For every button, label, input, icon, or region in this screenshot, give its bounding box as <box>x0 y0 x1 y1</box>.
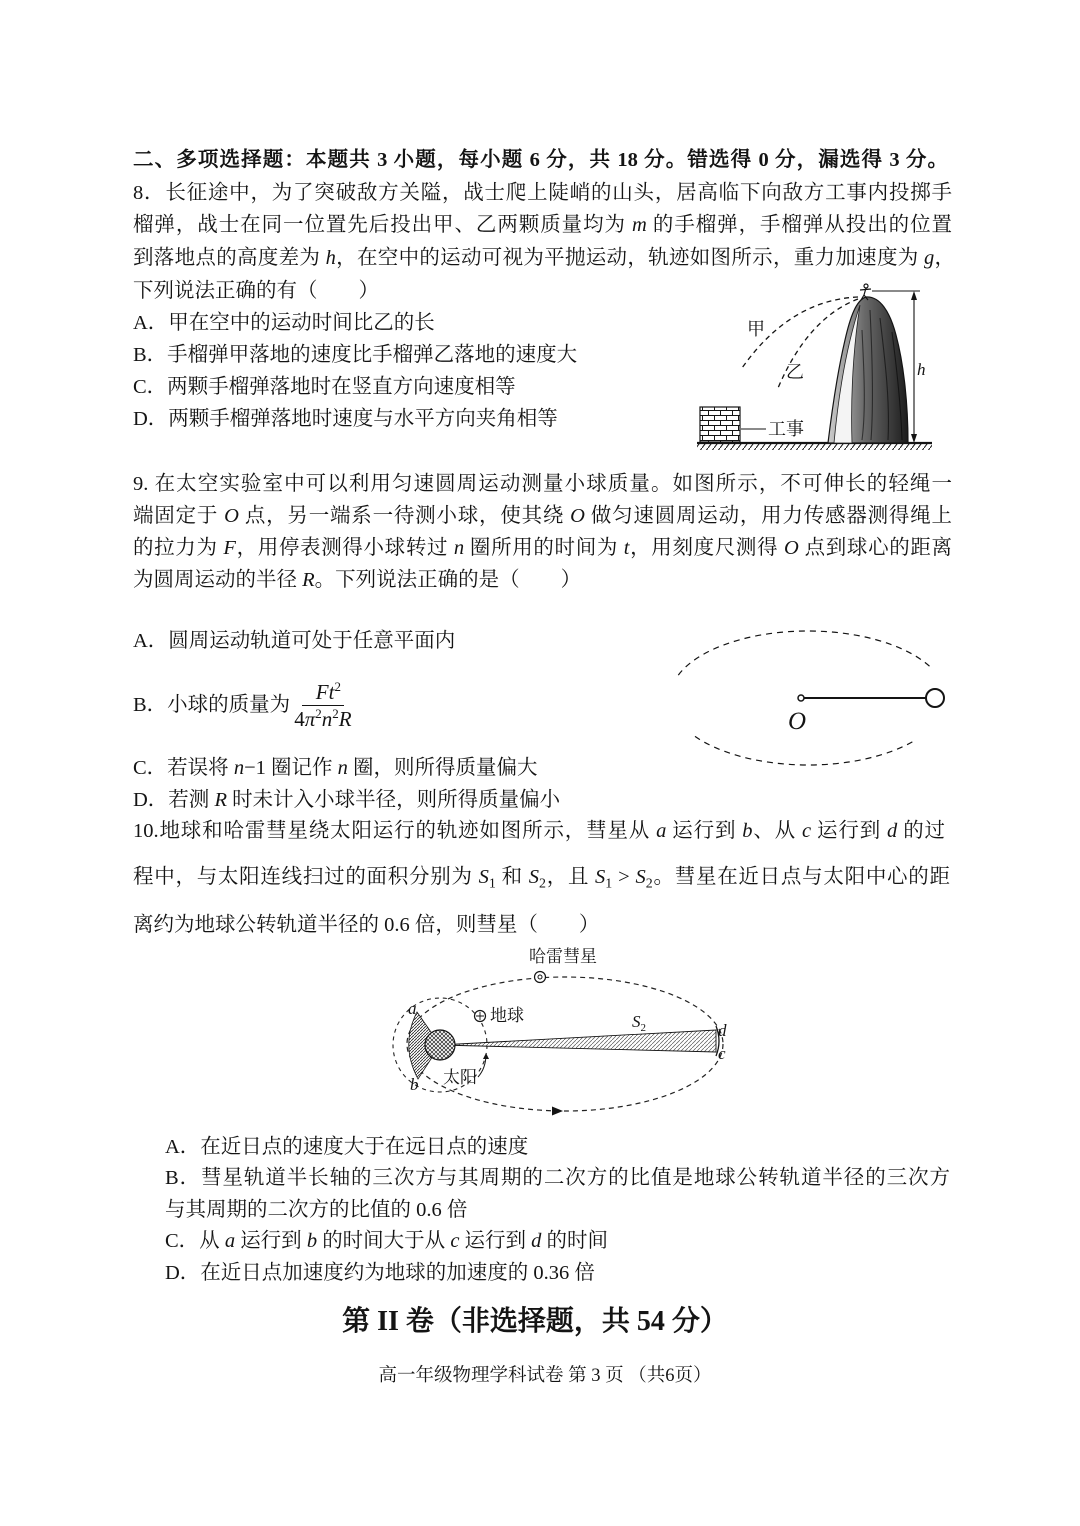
part-2-heading: 第 II 卷（非选择题，共 54 分） <box>342 1306 728 1337</box>
superscript: 2 <box>332 705 339 721</box>
q10-option-c <box>165 1226 608 1256</box>
q9-stem-line <box>133 501 952 531</box>
math-symbol: n <box>453 537 465 559</box>
label-sun: 太阳 <box>443 1068 477 1087</box>
text-run: 运行到 <box>459 1230 532 1252</box>
math-symbol: n <box>321 706 333 731</box>
q9-option-b-label: B．小球的质量为 <box>133 694 291 716</box>
math-symbol: Ft <box>315 679 335 704</box>
text-run: ，在空中的运动可视为平抛运动，轨迹如图所示，重力加速度为 <box>335 247 924 269</box>
label-a: a <box>408 999 417 1018</box>
text-run: 离约为地球公转轨道半径的 0.6 倍，则彗星（ ） <box>133 914 600 936</box>
q10-option-d: D．在近日点加速度约为地球的加速度的 0.36 倍 <box>165 1262 595 1284</box>
text-run: 运行到 <box>235 1230 307 1252</box>
q10-figure <box>385 940 745 1125</box>
q10-stem-line <box>133 910 599 940</box>
math-symbol: d <box>531 1230 542 1252</box>
text-run: 9. 在太空实验室中可以利用匀速圆周运动测量小球质量。如图所示，不可伸长的轻绳一 <box>133 473 952 495</box>
area-s2-sector <box>440 1030 716 1052</box>
text-run: 运行到 <box>811 820 887 842</box>
math-symbol: t <box>623 537 630 559</box>
text-run: −1 圈记作 <box>244 757 338 779</box>
superscript: 2 <box>334 678 341 694</box>
q9-option-c <box>133 753 538 783</box>
dimension-arrow-top <box>911 291 917 300</box>
label-halley-comet: 哈雷彗星 <box>529 947 597 966</box>
label-d: d <box>718 1021 727 1040</box>
pivot-point-o <box>798 695 804 701</box>
q8-option-a: A．甲在空中的运动时间比乙的长 <box>133 312 435 334</box>
math-symbol: R <box>302 569 315 591</box>
q9-option-a: A．圆周运动轨道可处于任意平面内 <box>133 630 456 652</box>
q10-option-a: A．在近日点的速度大于在远日点的速度 <box>165 1136 529 1158</box>
q8-figure <box>690 278 955 453</box>
text-run: ，且 <box>545 866 596 888</box>
text-run: 。下列说法正确的是（ ） <box>314 569 582 591</box>
fraction-denominator <box>292 706 353 732</box>
math-symbol: n <box>337 757 348 779</box>
halley-comet-marker <box>535 972 546 983</box>
q9-option-b <box>133 679 354 731</box>
math-symbol: h <box>325 247 336 269</box>
subscript: 2 <box>539 876 546 892</box>
subscript: 2 <box>645 876 653 892</box>
q10-option-b: B．彗星轨道半长轴的三次方与其周期的二次方的比值是地球公转轨道半径的三次方 <box>165 1167 950 1189</box>
math-symbol: S <box>528 866 540 888</box>
text-run: 的过 <box>897 820 946 842</box>
text-run: 端固定于 <box>133 505 225 527</box>
circular-orbit-top-arc <box>678 631 930 675</box>
ball <box>926 689 944 707</box>
math-symbol: S <box>635 866 646 888</box>
text-run: 圈，则所得质量偏大 <box>347 757 538 779</box>
page-footer: 高一年级物理学科试卷 第 3 页 （共6页） <box>378 1366 712 1386</box>
text-run: 到落地点的高度差为 <box>133 247 326 269</box>
label-jia: 甲 <box>747 319 765 339</box>
text-run: 8．长征途中，为了突破敌方关隘，战士爬上陡峭的山头，居高临下向敌方工事内投掷手 <box>133 182 952 204</box>
sun-label-leader <box>478 1054 486 1077</box>
math-symbol: b <box>306 1230 318 1252</box>
q8-stem-line <box>133 276 379 306</box>
q8-option-b: B．手榴弹甲落地的速度比手榴弹乙落地的速度大 <box>133 344 578 366</box>
text-run: 的时间 <box>541 1230 609 1252</box>
label-yi: 乙 <box>786 362 804 382</box>
section-header: 二、多项选择题：本题共 3 小题，每小题 6 分，共 18 分。错选得 0 分，漏选得 3 分。 <box>133 149 948 171</box>
sun <box>425 1030 455 1060</box>
q10-stem-line <box>133 862 950 892</box>
fortification-brick-wall <box>700 407 740 442</box>
q10-stem-line <box>133 816 945 846</box>
q9-stem-line <box>133 565 581 595</box>
subscript: 1 <box>605 876 613 892</box>
ground-hatching <box>697 444 932 450</box>
math-symbol: O <box>784 537 799 559</box>
label-o: O <box>788 708 807 735</box>
text-run: C．若误将 <box>133 757 234 779</box>
text-run: 和 <box>495 866 529 888</box>
subscript: 1 <box>488 876 496 892</box>
text-run: ， <box>934 247 956 269</box>
height-label: h <box>917 360 926 379</box>
text-run: 4 <box>294 706 305 731</box>
circular-orbit-bottom-arc <box>695 736 914 765</box>
label-earth: 地球 <box>490 1006 524 1025</box>
math-symbol: π <box>304 706 316 731</box>
text-run: 时未计入小球半径，则所得质量偏小 <box>226 789 561 811</box>
math-symbol: m <box>632 214 647 236</box>
text-run: 榴弹，战士在同一位置先后投出甲、乙两颗质量均为 <box>133 214 633 236</box>
text-run: 下列说法正确的有（ ） <box>133 280 379 302</box>
text-run: 为圆周运动的半径 <box>133 569 303 591</box>
text-run: 圈所用的时间为 <box>464 537 624 559</box>
math-symbol: O <box>224 505 239 527</box>
q8-option-c: C．两颗手榴弹落地时在竖直方向速度相等 <box>133 376 516 398</box>
text-run: 。彗星在近日点与太阳中心的距 <box>652 866 951 888</box>
math-symbol: c <box>450 1230 460 1252</box>
text-run: 点到球心的距离 <box>798 537 953 559</box>
label-s2-subscript: 2 <box>640 1022 646 1034</box>
math-symbol: O <box>570 505 585 527</box>
q9-option-d <box>133 785 560 815</box>
math-symbol: n <box>233 757 245 779</box>
text-run: 的拉力为 <box>133 537 224 559</box>
dimension-arrow-bottom <box>911 434 917 443</box>
text-run: 的手榴弹，手榴弹从投出的位置 <box>646 214 953 236</box>
text-run: 运行到 <box>666 820 743 842</box>
orbit-direction-arrow <box>552 1107 563 1116</box>
q10-option-b-continued: 与其周期的二次方的比值的 0.6 倍 <box>165 1199 468 1221</box>
text-run: 、从 <box>752 820 802 842</box>
math-symbol: c <box>801 820 812 842</box>
q9-figure <box>665 625 955 773</box>
superscript: 2 <box>315 705 322 721</box>
text-run: 程中，与太阳连线扫过的面积分别为 <box>133 866 479 888</box>
math-symbol: b <box>742 820 753 842</box>
q8-option-d: D．两颗手榴弹落地时速度与水平方向夹角相等 <box>133 408 558 430</box>
label-b: b <box>410 1075 419 1094</box>
q8-stem-line <box>133 178 952 208</box>
q9-stem-line <box>133 533 952 563</box>
math-symbol: a <box>224 1230 236 1252</box>
q8-stem-line <box>133 210 952 240</box>
math-symbol: S <box>595 866 606 888</box>
math-symbol: d <box>887 820 898 842</box>
q9-stem-line <box>133 469 952 499</box>
label-s2-letter: S <box>632 1012 641 1031</box>
label-c: c <box>718 1044 726 1063</box>
text-run: 10.地球和哈雷彗星绕太阳运行的轨迹如图所示，彗星从 <box>133 820 657 842</box>
text-run: > <box>612 866 636 888</box>
q8-stem-line <box>133 243 955 273</box>
math-symbol: S <box>478 866 489 888</box>
fraction-numerator <box>302 679 344 706</box>
math-symbol: a <box>656 820 667 842</box>
text-run: 的时间大于从 <box>317 1230 451 1252</box>
text-run: ，用刻度尺测得 <box>629 537 785 559</box>
fortification-label: 工事 <box>768 419 804 439</box>
math-symbol: R <box>214 789 227 811</box>
text-run: 做匀速圆周运动，用力传感器测得绳上 <box>584 505 953 527</box>
earth-marker <box>475 1011 486 1022</box>
text-run: D．若测 <box>133 789 215 811</box>
label-s2 <box>632 1012 646 1034</box>
text-run: C．从 <box>165 1230 225 1252</box>
math-symbol: g <box>923 247 935 269</box>
math-symbol: R <box>338 706 352 731</box>
text-run: 点，另一端系一待测小球，使其绕 <box>238 505 571 527</box>
math-symbol: F <box>223 537 236 559</box>
text-run: ，用停表测得小球转过 <box>235 537 454 559</box>
mass-formula-fraction <box>292 679 353 732</box>
